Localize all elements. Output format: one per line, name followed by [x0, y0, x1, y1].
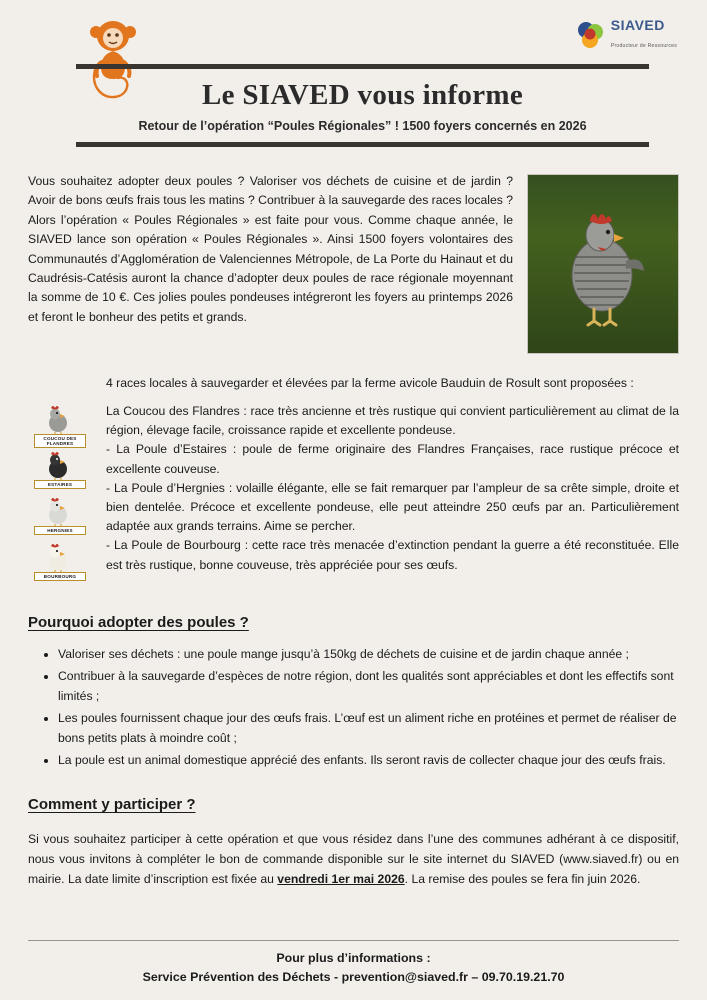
footer-info-title: Pour plus d’informations :: [276, 951, 431, 965]
intro-section: [28, 172, 679, 352]
why-list: [42, 645, 677, 770]
list-item: • Contribuer à la sauvegarde d’espèces de notre région, dont les qualités sont appréciables et dont les effectifs sont limités ;: [58, 667, 677, 706]
footer-divider: [28, 940, 679, 941]
rule-top: [76, 64, 649, 69]
chicken-icon: [42, 496, 72, 526]
rule-bottom: [76, 142, 649, 147]
logo-tagline: Producteur de Ressources: [610, 42, 677, 49]
hen-illustration: [556, 201, 648, 329]
chicken-icon: [42, 404, 72, 434]
page-title: Le SIAVED vous informe: [201, 79, 524, 111]
how-paragraph: [28, 829, 679, 889]
breed-icon-column: [28, 402, 106, 588]
breed-paragraph: - La Poule d’Estaires : poule de ferme originaire des Flandres Françaises, race rustique précoce et excellente couveuse.: [106, 442, 679, 476]
why-heading: Pourquoi adopter des poules ?: [28, 614, 249, 631]
breed-label: HERGNIES: [34, 526, 86, 535]
title-block: [76, 64, 649, 147]
breed-chip-bourbourg: [28, 542, 106, 586]
list-item: • Les poules fournissent chaque jour des œufs frais. L’œuf est un aliment riche en protéines et permet de réaliser de bons petits plats à moindre coût ;: [58, 709, 677, 748]
registration-deadline: vendredi 1er mai 2026: [277, 872, 405, 887]
logo-name: SIAVED: [610, 17, 665, 33]
breed-chip-hergnies: [28, 496, 106, 540]
siaved-logo: [575, 18, 677, 52]
breeds-lead: 4 races locales à sauvegarder et élevées par la ferme avicole Bauduin de Rosult sont proposées :: [106, 376, 634, 390]
list-item: • Valoriser ses déchets : une poule mange jusqu’à 150kg de déchets de cuisine et de jardin chaque année ;: [58, 645, 677, 664]
breed-label: BOURBOURG: [34, 572, 86, 581]
logo-mark-icon: [575, 20, 605, 50]
page-subtitle: Retour de l’opération “Poules Régionales” ! 1500 foyers concernés en 2026: [138, 119, 587, 133]
chicken-icon: [42, 542, 72, 572]
breed-chip-coucou: [28, 404, 106, 448]
list-item: • La poule est un animal domestique apprécié des enfants. Ils seront ravis de collecter chaque jour des œufs frais.: [58, 751, 677, 770]
chicken-icon: [42, 450, 72, 480]
breed-paragraph: - La Poule de Bourbourg : cette race très menacée d’extinction pendant la guerre a été reconstituée. Elle est très rustique, bonne couveuse, très appréciée pour ses œufs.: [106, 538, 679, 572]
intro-paragraph: Vous souhaitez adopter deux poules ? Valoriser vos déchets de cuisine et de jardin ? Avoir de bons œufs frais tous les matins ? Contribuer à la sauvegarde des races locales ? Alors l’opération « Poules Régionales » est faite pour vous. Comme chaque année, le SIAVED lance son opération « Poules Régionales ». Ainsi 1500 foyers volontaires des Communautés d’Agglomération de Valenciennes Métropole, de La Porte du Hainaut et du Caudrésis-Catésis auront la chance d’adopter deux poules de race régionale moyennant la somme de 10 €. Ces jolies poules pondeuses intégreront les foyers au printemps 2026 et feront le bonheur des petits et grands.: [28, 174, 513, 324]
breeds-description: [106, 402, 679, 588]
breed-chip-estaires: [28, 450, 106, 494]
breed-label: ESTAIRES: [34, 480, 86, 489]
breed-label: COUCOU DES FLANDRES: [34, 434, 86, 448]
breed-paragraph: - La Poule d’Hergnies : volaille élégante, elle se fait remarquer par l’ampleur de sa crête simple, droite et bien dentelée. Précoce et excellente pondeuse, elle peut atteindre 250 œufs par an. Particulièrement adaptée aux grands terrains. Aime se percher.: [106, 480, 679, 534]
page-header: [0, 0, 707, 152]
how-heading: Comment y participer ?: [28, 796, 196, 814]
hen-photo: [527, 174, 679, 354]
footer-contact: Service Prévention des Déchets - prevention@siaved.fr – 09.70.19.21.70: [142, 970, 565, 984]
breed-paragraph: La Coucou des Flandres : race très ancienne et très rustique qui convient particulièrement au climat de la région, élevage facile, croissance rapide et excellente pondeuse.: [106, 404, 679, 438]
how-text-before: Si vous souhaitez participer à cette opération et que vous résidez dans l’une des communes adhérant à ce dispositif, nous vous invitons à compléter le bon de commande disponible sur le site internet du SIAVED (www.siaved.fr) ou en mairie. La date limite d’inscription est fixée au: [28, 832, 679, 887]
page-footer: [28, 940, 679, 984]
how-text-after: . La remise des poules se fera fin juin 2026.: [404, 872, 641, 887]
breeds-section: [28, 374, 679, 588]
